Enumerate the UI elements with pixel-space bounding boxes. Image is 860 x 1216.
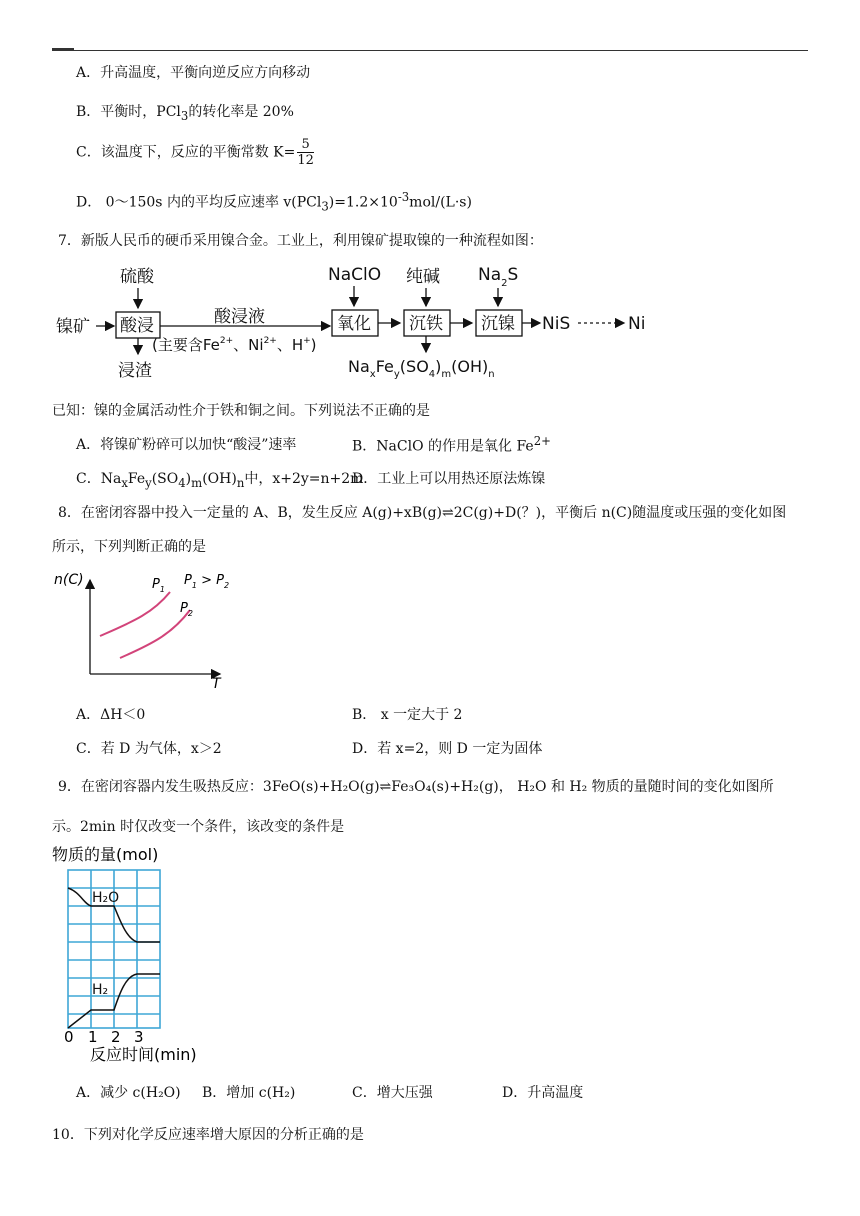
q8-stem-line2: 所示，下列判断正确的是 xyxy=(52,539,206,555)
flow-reagent-naclo: NaClO xyxy=(328,265,382,285)
x-axis-label: T xyxy=(212,676,221,690)
q7-option-b[interactable]: B．NaClO 的作用是氧化 $Fe^{2+}$ xyxy=(352,434,551,455)
curve-p2 xyxy=(120,610,190,658)
tick-0: 0 xyxy=(64,1028,74,1046)
q7-option-c[interactable]: C．$Na_xFe_y(SO_4)_m(OH)_n$中，x+2y=n+2m xyxy=(76,471,364,490)
flow-leachate: 酸浸液 xyxy=(214,307,265,327)
label-p2: $P_2$ xyxy=(180,601,193,618)
h2o-h2-time-graph xyxy=(52,840,252,1064)
tick-2: 2 xyxy=(111,1028,121,1046)
flow-leachate-note: (主要含$Fe^{2+}$、$Ni^{2+}$、H+) xyxy=(152,336,317,354)
svg-text:酸浸: 酸浸 xyxy=(120,316,154,336)
svg-text:沉镍: 沉镍 xyxy=(481,314,515,334)
q8-option-d[interactable]: D．若 x=2，则 D 一定为固体 xyxy=(352,741,543,757)
q7-option-a[interactable]: A．将镍矿粉碎可以加快“酸浸”速率 xyxy=(76,437,297,453)
h2o-label: H₂O xyxy=(92,890,120,906)
q9-option-a[interactable]: A．减少 c(H₂O) xyxy=(76,1085,181,1101)
flow-reagent-na2s: $Na_2S$ xyxy=(478,265,519,289)
q7-known: 已知：镍的金属活动性介于铁和铜之间。下列说法不正确的是 xyxy=(52,403,430,419)
svg-text:氧化: 氧化 xyxy=(337,314,371,334)
x-axis-label: 反应时间(min) xyxy=(90,1045,197,1064)
q10-stem: 10．下列对化学反应速率增大原因的分析正确的是 xyxy=(52,1127,364,1143)
h2-label: H₂ xyxy=(92,982,109,998)
flow-reagent-soda: 纯碱 xyxy=(406,267,440,287)
y-axis-label: n(C) xyxy=(54,572,84,588)
q7-option-d[interactable]: D．工业上可以用热还原法炼镍 xyxy=(352,471,546,487)
q8-option-c[interactable]: C．若 D 为气体，x＞2 xyxy=(76,741,222,757)
q6-option-b[interactable]: B．平衡时，PCl$_3$的转化率是 20% xyxy=(76,104,294,123)
q6-option-c[interactable]: C．该温度下，反应的平衡常数 K= $\frac{5}{12}$ xyxy=(76,137,314,168)
q9-stem-line2: 示。2min 时仅改变一个条件，该改变的条件是 xyxy=(52,819,345,835)
flow-input: 镍矿 xyxy=(56,317,90,337)
pressure-relation: $P_1 > P_2$ xyxy=(184,573,230,590)
tick-1: 1 xyxy=(88,1028,98,1046)
fraction: $\frac{5}{12}$ xyxy=(297,137,314,168)
q8-stem-line1: 8．在密闭容器中投入一定量的 A、B，发生反应 A(g)+xB(g)⇌2C(g)+D(？)，平衡后 n(C)随温度或压强的变化如图 xyxy=(58,505,787,521)
q9-option-d[interactable]: D．升高温度 xyxy=(502,1085,584,1101)
flow-product-ni: Ni xyxy=(628,314,646,334)
label-p1: $P_1$ xyxy=(152,577,165,594)
flow-product-nis: NiS xyxy=(542,314,571,334)
q9-option-c[interactable]: C．增大压强 xyxy=(352,1085,433,1101)
tick-3: 3 xyxy=(134,1028,144,1046)
q9-stem-line1: 9．在密闭容器内发生吸热反应：3FeO(s)+H₂O(g)⇌Fe₃O₄(s)+H₂(g)， H₂O 和 H₂ 物质的量随时间的变化如图所 xyxy=(58,779,774,795)
header-rule xyxy=(52,50,808,51)
y-axis-label: 物质的量(mol) xyxy=(52,845,159,864)
nc-temperature-graph xyxy=(52,566,242,690)
flow-iron-precipitate: $Na_xFe_y(SO_4)_m(OH)_n$ xyxy=(348,357,495,380)
nickel-flow-diagram xyxy=(52,260,672,384)
flow-residue: 浸渣 xyxy=(118,361,152,381)
q8-option-a[interactable]: A．ΔH＜0 xyxy=(76,707,146,723)
q7-stem: 7．新版人民币的硬币采用镍合金。工业上，利用镍矿提取镍的一种流程如图： xyxy=(58,233,543,249)
svg-text:沉铁: 沉铁 xyxy=(409,314,443,334)
q6-option-a[interactable]: A．升高温度，平衡向逆反应方向移动 xyxy=(76,65,311,81)
q6-option-d[interactable]: D． 0～150s 内的平均反应速率 $v(PCl_3)=1.2\times 10^{-3}mol/(L\cdot s)$ xyxy=(76,190,472,214)
curve-p1 xyxy=(100,592,170,636)
q9-option-b[interactable]: B．增加 c(H₂) xyxy=(202,1085,296,1101)
flow-reagent-sulfuric: 硫酸 xyxy=(120,267,154,287)
q8-option-b[interactable]: B． x 一定大于 2 xyxy=(352,707,463,723)
